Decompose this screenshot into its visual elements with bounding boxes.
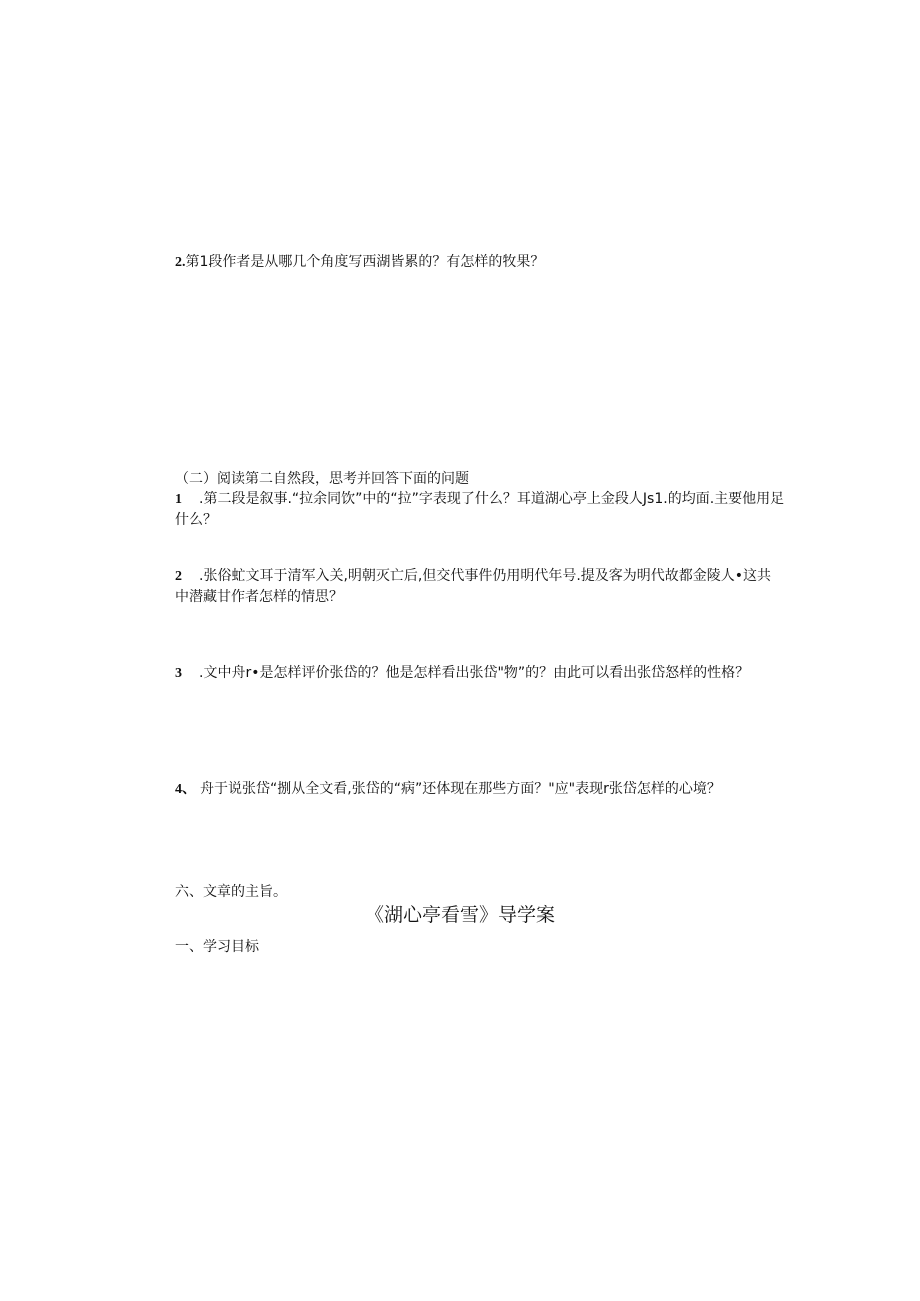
item-3-text: .文中舟r•是怎样评价张岱的？他是怎样看出张岱"物”的？由此可以看出张岱怒样的性格？ xyxy=(199,665,750,681)
item-2-number: 2 xyxy=(175,569,182,584)
item-3 xyxy=(175,663,785,684)
item-2-text: .张俗虻文耳于清军入关,明朝灭亡后,但交代事件仍用明代年号.提及客为明代故都金陵人•这共中潜藏甘作者怎样的情思？ xyxy=(175,568,772,605)
item-3-number: 3 xyxy=(175,666,182,681)
item-4-number: 4、 xyxy=(175,782,196,797)
item-4-text: 舟于说张岱“捌从全文看,张岱的“病”还体现在那些方面？"应"表现r张岱怎样的心境？ xyxy=(200,781,721,797)
section-1-heading: 一、学习目标 xyxy=(175,939,259,955)
item-1-number: 1 xyxy=(175,492,182,507)
question-2-number: 2. xyxy=(175,255,186,270)
document-title: 《湖心亭看雪》导学案 xyxy=(364,904,555,926)
section-6-heading: 六、文章的主旨。 xyxy=(175,884,287,900)
item-4 xyxy=(175,779,785,800)
section-2-heading: （二）阅读第二自然段，思考并回答下面的问题 xyxy=(175,471,469,487)
item-2 xyxy=(175,566,785,608)
item-1 xyxy=(175,489,785,531)
question-2-text: 第1段作者是从哪几个角度写西湖皆累的？有怎样的牧果？ xyxy=(185,254,545,270)
item-1-text: .第二段是叙事.“拉余同饮”中的“拉”字表现了什么？耳道湖心亭上金段人Js1.的均面.主要他用足什么？ xyxy=(175,491,785,528)
question-2 xyxy=(175,252,785,273)
